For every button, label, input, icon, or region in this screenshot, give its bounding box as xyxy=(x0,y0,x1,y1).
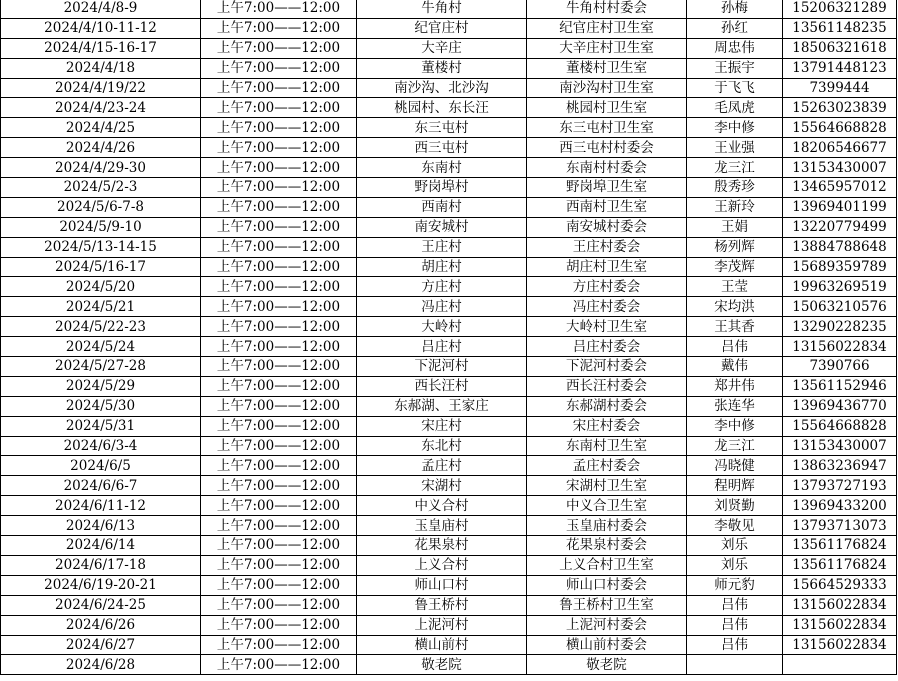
time-cell: 上午7:00——12:00 xyxy=(201,337,357,357)
table-row xyxy=(1,0,897,18)
phone-cell: 13791448123 xyxy=(783,58,897,78)
table-row xyxy=(1,476,897,496)
contact-cell: 冯晓健 xyxy=(687,456,783,476)
village-cell: 敬老院 xyxy=(357,655,527,675)
contact-cell: 王莹 xyxy=(687,277,783,297)
site-cell: 东三屯村卫生室 xyxy=(527,118,687,138)
village-cell: 冯庄村 xyxy=(357,297,527,317)
date-cell: 2024/5/2-3 xyxy=(1,178,201,198)
village-cell: 宋湖村 xyxy=(357,476,527,496)
site-cell: 玉皇庙村委会 xyxy=(527,516,687,536)
site-cell: 花果泉村委会 xyxy=(527,536,687,556)
table-row xyxy=(1,357,897,377)
phone-cell: 18206546677 xyxy=(783,138,897,158)
site-cell: 横山前村委会 xyxy=(527,635,687,655)
contact-cell: 孙红 xyxy=(687,18,783,38)
village-cell: 野岗埠村 xyxy=(357,178,527,198)
phone-cell: 13884788648 xyxy=(783,237,897,257)
village-cell: 西南村 xyxy=(357,197,527,217)
time-cell: 上午7:00——12:00 xyxy=(201,58,357,78)
contact-cell: 张连华 xyxy=(687,396,783,416)
time-cell: 上午7:00——12:00 xyxy=(201,197,357,217)
table-row xyxy=(1,297,897,317)
phone-cell: 15664529333 xyxy=(783,575,897,595)
contact-cell: 杨列辉 xyxy=(687,237,783,257)
time-cell: 上午7:00——12:00 xyxy=(201,416,357,436)
phone-cell: 13793727193 xyxy=(783,476,897,496)
date-cell: 2024/6/11-12 xyxy=(1,496,201,516)
date-cell: 2024/5/9-10 xyxy=(1,217,201,237)
date-cell: 2024/4/18 xyxy=(1,58,201,78)
table-row xyxy=(1,376,897,396)
time-cell: 上午7:00——12:00 xyxy=(201,18,357,38)
time-cell: 上午7:00——12:00 xyxy=(201,317,357,337)
date-cell: 2024/6/3-4 xyxy=(1,436,201,456)
date-cell: 2024/5/21 xyxy=(1,297,201,317)
village-cell: 上泥河村 xyxy=(357,615,527,635)
phone-cell: 13156022834 xyxy=(783,595,897,615)
village-cell: 胡庄村 xyxy=(357,257,527,277)
contact-cell: 程明辉 xyxy=(687,476,783,496)
phone-cell: 13561148235 xyxy=(783,18,897,38)
time-cell: 上午7:00——12:00 xyxy=(201,297,357,317)
contact-cell: 师元豹 xyxy=(687,575,783,595)
village-cell: 上义合村 xyxy=(357,555,527,575)
table-row xyxy=(1,197,897,217)
date-cell: 2024/5/30 xyxy=(1,396,201,416)
site-cell: 宋庄村委会 xyxy=(527,416,687,436)
table-row xyxy=(1,436,897,456)
time-cell: 上午7:00——12:00 xyxy=(201,516,357,536)
site-cell: 方庄村委会 xyxy=(527,277,687,297)
site-cell: 桃园村卫生室 xyxy=(527,98,687,118)
site-cell: 西长汪村委会 xyxy=(527,376,687,396)
table-row xyxy=(1,277,897,297)
date-cell: 2024/5/29 xyxy=(1,376,201,396)
table-row xyxy=(1,396,897,416)
time-cell: 上午7:00——12:00 xyxy=(201,456,357,476)
time-cell: 上午7:00——12:00 xyxy=(201,217,357,237)
phone-cell: 13220779499 xyxy=(783,217,897,237)
site-cell: 吕庄村委会 xyxy=(527,337,687,357)
contact-cell: 李中修 xyxy=(687,118,783,138)
date-cell: 2024/6/27 xyxy=(1,635,201,655)
table-row xyxy=(1,98,897,118)
village-cell: 方庄村 xyxy=(357,277,527,297)
phone-cell: 15263023839 xyxy=(783,98,897,118)
time-cell: 上午7:00——12:00 xyxy=(201,476,357,496)
phone-cell: 13156022834 xyxy=(783,635,897,655)
date-cell: 2024/4/15-16-17 xyxy=(1,38,201,58)
table-row xyxy=(1,317,897,337)
village-cell: 大岭村 xyxy=(357,317,527,337)
phone-cell: 13156022834 xyxy=(783,337,897,357)
table-row xyxy=(1,635,897,655)
phone-cell: 13153430007 xyxy=(783,158,897,178)
phone-cell: 13561176824 xyxy=(783,536,897,556)
contact-cell: 郑井伟 xyxy=(687,376,783,396)
table-row xyxy=(1,456,897,476)
date-cell: 2024/6/6-7 xyxy=(1,476,201,496)
date-cell: 2024/4/23-24 xyxy=(1,98,201,118)
phone-cell: 15206321289 xyxy=(783,0,897,18)
phone-cell: 15564668828 xyxy=(783,118,897,138)
site-cell: 敬老院 xyxy=(527,655,687,675)
village-cell: 东北村 xyxy=(357,436,527,456)
contact-cell: 戴伟 xyxy=(687,357,783,377)
site-cell: 中义合卫生室 xyxy=(527,496,687,516)
village-cell: 鲁王桥村 xyxy=(357,595,527,615)
date-cell: 2024/6/17-18 xyxy=(1,555,201,575)
site-cell: 牛角村村委会 xyxy=(527,0,687,18)
contact-cell: 宋均洪 xyxy=(687,297,783,317)
village-cell: 花果泉村 xyxy=(357,536,527,556)
contact-cell: 龙三江 xyxy=(687,158,783,178)
table-row xyxy=(1,615,897,635)
village-cell: 西长汪村 xyxy=(357,376,527,396)
site-cell: 大辛庄村卫生室 xyxy=(527,38,687,58)
table-row xyxy=(1,516,897,536)
time-cell: 上午7:00——12:00 xyxy=(201,615,357,635)
time-cell: 上午7:00——12:00 xyxy=(201,555,357,575)
site-cell: 东郝湖村委会 xyxy=(527,396,687,416)
date-cell: 2024/5/6-7-8 xyxy=(1,197,201,217)
contact-cell: 龙三江 xyxy=(687,436,783,456)
phone-cell: 13969401199 xyxy=(783,197,897,217)
site-cell: 胡庄村卫生室 xyxy=(527,257,687,277)
table-row xyxy=(1,416,897,436)
phone-cell: 13465957012 xyxy=(783,178,897,198)
site-cell: 东南村卫生室 xyxy=(527,436,687,456)
date-cell: 2024/4/19/22 xyxy=(1,78,201,98)
contact-cell: 王业强 xyxy=(687,138,783,158)
table-row xyxy=(1,58,897,78)
time-cell: 上午7:00——12:00 xyxy=(201,257,357,277)
date-cell: 2024/4/25 xyxy=(1,118,201,138)
time-cell: 上午7:00——12:00 xyxy=(201,496,357,516)
time-cell: 上午7:00——12:00 xyxy=(201,78,357,98)
site-cell: 宋湖村卫生室 xyxy=(527,476,687,496)
site-cell: 董楼村卫生室 xyxy=(527,58,687,78)
contact-cell: 毛凤虎 xyxy=(687,98,783,118)
contact-cell: 王新玲 xyxy=(687,197,783,217)
time-cell: 上午7:00——12:00 xyxy=(201,237,357,257)
site-cell: 冯庄村委会 xyxy=(527,297,687,317)
phone-cell: 13561176824 xyxy=(783,555,897,575)
village-cell: 宋庄村 xyxy=(357,416,527,436)
site-cell: 下泥河村委会 xyxy=(527,357,687,377)
village-cell: 东郝湖、王家庄 xyxy=(357,396,527,416)
date-cell: 2024/6/5 xyxy=(1,456,201,476)
date-cell: 2024/4/10-11-12 xyxy=(1,18,201,38)
contact-cell xyxy=(687,655,783,675)
village-cell: 吕庄村 xyxy=(357,337,527,357)
table-row xyxy=(1,237,897,257)
village-cell: 下泥河村 xyxy=(357,357,527,377)
phone-cell: 13290228235 xyxy=(783,317,897,337)
date-cell: 2024/6/14 xyxy=(1,536,201,556)
village-cell: 横山前村 xyxy=(357,635,527,655)
phone-cell: 13863236947 xyxy=(783,456,897,476)
date-cell: 2024/6/24-25 xyxy=(1,595,201,615)
village-cell: 孟庄村 xyxy=(357,456,527,476)
village-cell: 桃园村、东长汪 xyxy=(357,98,527,118)
time-cell: 上午7:00——12:00 xyxy=(201,0,357,18)
time-cell: 上午7:00——12:00 xyxy=(201,357,357,377)
date-cell: 2024/5/20 xyxy=(1,277,201,297)
phone-cell: 13561152946 xyxy=(783,376,897,396)
site-cell: 大岭村卫生室 xyxy=(527,317,687,337)
contact-cell: 吕伟 xyxy=(687,635,783,655)
time-cell: 上午7:00——12:00 xyxy=(201,138,357,158)
phone-cell xyxy=(783,655,897,675)
village-cell: 西三屯村 xyxy=(357,138,527,158)
site-cell: 野岗埠卫生室 xyxy=(527,178,687,198)
date-cell: 2024/4/26 xyxy=(1,138,201,158)
date-cell: 2024/5/27-28 xyxy=(1,357,201,377)
table-row xyxy=(1,178,897,198)
time-cell: 上午7:00——12:00 xyxy=(201,575,357,595)
contact-cell: 孙梅 xyxy=(687,0,783,18)
contact-cell: 吕伟 xyxy=(687,337,783,357)
village-cell: 南安城村 xyxy=(357,217,527,237)
time-cell: 上午7:00——12:00 xyxy=(201,436,357,456)
phone-cell: 19963269519 xyxy=(783,277,897,297)
table-row xyxy=(1,257,897,277)
site-cell: 师山口村委会 xyxy=(527,575,687,595)
phone-cell: 15063210576 xyxy=(783,297,897,317)
time-cell: 上午7:00——12:00 xyxy=(201,655,357,675)
phone-cell: 15689359789 xyxy=(783,257,897,277)
table-row xyxy=(1,496,897,516)
site-cell: 西三屯村村委会 xyxy=(527,138,687,158)
phone-cell: 7399444 xyxy=(783,78,897,98)
contact-cell: 吕伟 xyxy=(687,615,783,635)
site-cell: 鲁王桥村卫生室 xyxy=(527,595,687,615)
contact-cell: 李中修 xyxy=(687,416,783,436)
contact-cell: 刘贤勤 xyxy=(687,496,783,516)
contact-cell: 吕伟 xyxy=(687,595,783,615)
site-cell: 纪官庄村卫生室 xyxy=(527,18,687,38)
contact-cell: 于飞飞 xyxy=(687,78,783,98)
phone-cell: 13793713073 xyxy=(783,516,897,536)
village-cell: 南沙沟、北沙沟 xyxy=(357,78,527,98)
table-row xyxy=(1,536,897,556)
date-cell: 2024/5/31 xyxy=(1,416,201,436)
time-cell: 上午7:00——12:00 xyxy=(201,536,357,556)
time-cell: 上午7:00——12:00 xyxy=(201,277,357,297)
date-cell: 2024/4/8-9 xyxy=(1,0,201,18)
village-cell: 牛角村 xyxy=(357,0,527,18)
site-cell: 孟庄村委会 xyxy=(527,456,687,476)
table-row xyxy=(1,337,897,357)
date-cell: 2024/6/26 xyxy=(1,615,201,635)
site-cell: 王庄村委会 xyxy=(527,237,687,257)
time-cell: 上午7:00——12:00 xyxy=(201,595,357,615)
contact-cell: 王娟 xyxy=(687,217,783,237)
village-cell: 纪官庄村 xyxy=(357,18,527,38)
site-cell: 东南村村委会 xyxy=(527,158,687,178)
phone-cell: 7390766 xyxy=(783,357,897,377)
date-cell: 2024/6/13 xyxy=(1,516,201,536)
contact-cell: 李茂辉 xyxy=(687,257,783,277)
village-cell: 师山口村 xyxy=(357,575,527,595)
date-cell: 2024/5/16-17 xyxy=(1,257,201,277)
date-cell: 2024/5/22-23 xyxy=(1,317,201,337)
table-row xyxy=(1,18,897,38)
contact-cell: 刘乐 xyxy=(687,536,783,556)
table-row xyxy=(1,575,897,595)
contact-cell: 王其香 xyxy=(687,317,783,337)
schedule-rows xyxy=(1,0,897,675)
village-cell: 王庄村 xyxy=(357,237,527,257)
village-cell: 东三屯村 xyxy=(357,118,527,138)
site-cell: 西南村卫生室 xyxy=(527,197,687,217)
phone-cell: 18506321618 xyxy=(783,38,897,58)
date-cell: 2024/5/13-14-15 xyxy=(1,237,201,257)
table-row xyxy=(1,655,897,675)
village-cell: 大辛庄 xyxy=(357,38,527,58)
date-cell: 2024/6/28 xyxy=(1,655,201,675)
time-cell: 上午7:00——12:00 xyxy=(201,38,357,58)
contact-cell: 刘乐 xyxy=(687,555,783,575)
contact-cell: 王振宇 xyxy=(687,58,783,78)
time-cell: 上午7:00——12:00 xyxy=(201,158,357,178)
date-cell: 2024/4/29-30 xyxy=(1,158,201,178)
time-cell: 上午7:00——12:00 xyxy=(201,118,357,138)
village-cell: 东南村 xyxy=(357,158,527,178)
site-cell: 上泥河村委会 xyxy=(527,615,687,635)
table-row xyxy=(1,78,897,98)
village-cell: 董楼村 xyxy=(357,58,527,78)
date-cell: 2024/6/19-20-21 xyxy=(1,575,201,595)
site-cell: 上义合村卫生室 xyxy=(527,555,687,575)
contact-cell: 李敬见 xyxy=(687,516,783,536)
time-cell: 上午7:00——12:00 xyxy=(201,178,357,198)
table-row xyxy=(1,38,897,58)
date-cell: 2024/5/24 xyxy=(1,337,201,357)
phone-cell: 13153430007 xyxy=(783,436,897,456)
phone-cell: 13969436770 xyxy=(783,396,897,416)
table-row xyxy=(1,138,897,158)
village-cell: 中义合村 xyxy=(357,496,527,516)
table-row xyxy=(1,118,897,138)
site-cell: 南沙沟村卫生室 xyxy=(527,78,687,98)
phone-cell: 13156022834 xyxy=(783,615,897,635)
time-cell: 上午7:00——12:00 xyxy=(201,98,357,118)
time-cell: 上午7:00——12:00 xyxy=(201,635,357,655)
contact-cell: 殷秀珍 xyxy=(687,178,783,198)
table-row xyxy=(1,158,897,178)
table-row xyxy=(1,555,897,575)
phone-cell: 13969433200 xyxy=(783,496,897,516)
village-cell: 玉皇庙村 xyxy=(357,516,527,536)
contact-cell: 周忠伟 xyxy=(687,38,783,58)
table-row xyxy=(1,595,897,615)
table-row xyxy=(1,217,897,237)
phone-cell: 15564668828 xyxy=(783,416,897,436)
time-cell: 上午7:00——12:00 xyxy=(201,396,357,416)
time-cell: 上午7:00——12:00 xyxy=(201,376,357,396)
site-cell: 南安城村委会 xyxy=(527,217,687,237)
